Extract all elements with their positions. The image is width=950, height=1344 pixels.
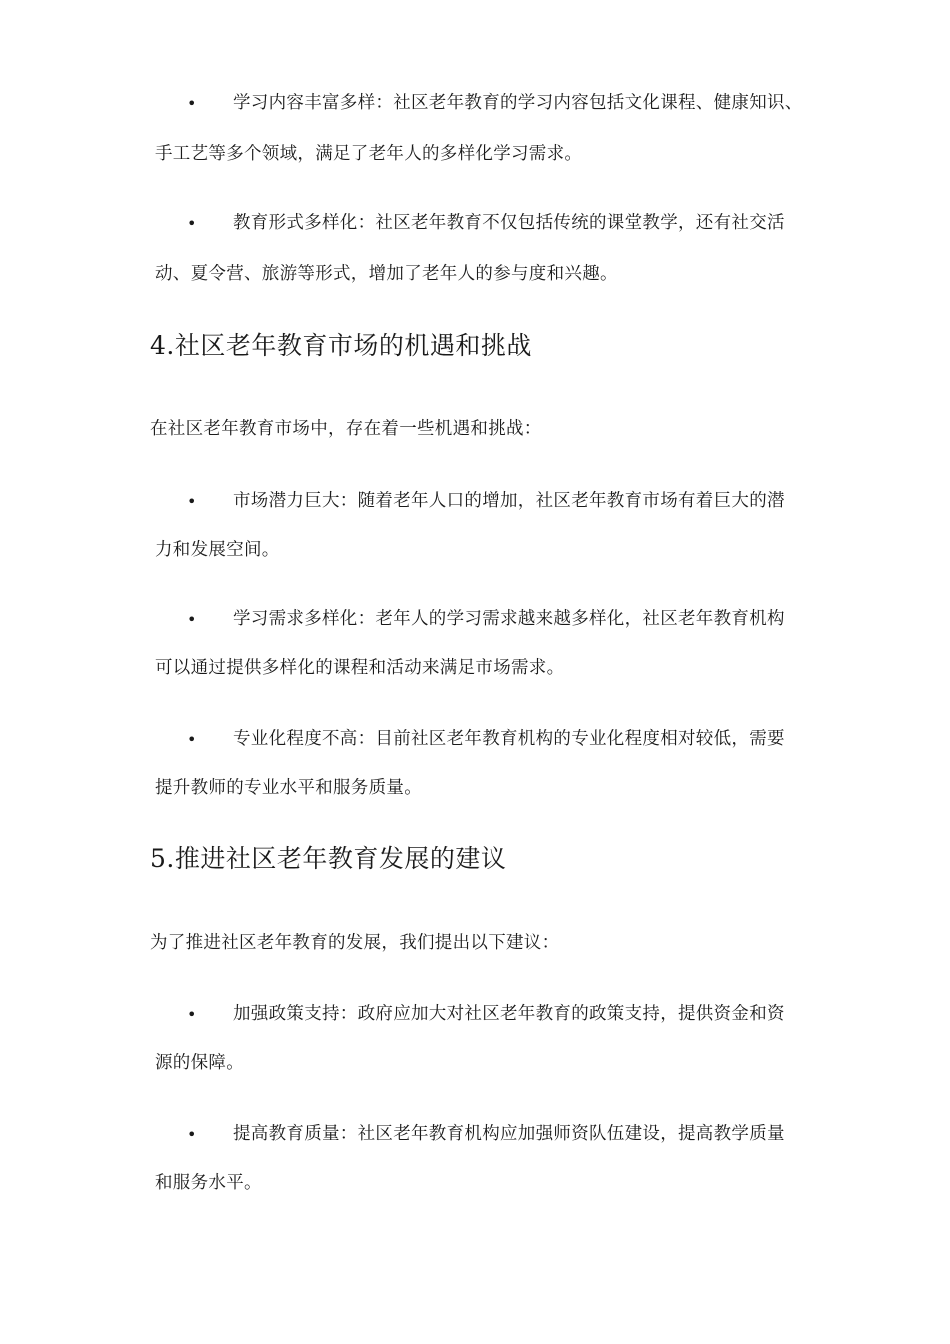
bullet-text-line1: 教育形式多样化：社区老年教育不仅包括传统的课堂教学，还有社交活 — [233, 213, 785, 233]
section-intro: 为了推进社区老年教育的发展，我们提出以下建议： — [150, 933, 560, 953]
bullet-icon: • — [187, 610, 197, 629]
bullet-text-line1: 加强政策支持：政府应加大对社区老年教育的政策支持，提供资金和资 — [233, 1004, 785, 1024]
bullet-text-line2: 动、夏令营、旅游等形式，增加了老年人的参与度和兴趣。 — [155, 264, 618, 284]
bullet-icon: • — [187, 730, 197, 749]
bullet-text-line2: 和服务水平。 — [155, 1173, 262, 1193]
bullet-text-line2: 源的保障。 — [155, 1053, 244, 1073]
bullet-text-line2: 提升教师的专业水平和服务质量。 — [155, 778, 422, 798]
bullet-text-line1: 学习需求多样化：老年人的学习需求越来越多样化，社区老年教育机构 — [233, 609, 785, 629]
bullet-icon: • — [187, 1005, 197, 1024]
bullet-text-line1: 专业化程度不高：目前社区老年教育机构的专业化程度相对较低，需要 — [233, 729, 785, 749]
bullet-text-line2: 力和发展空间。 — [155, 540, 280, 560]
bullet-text-line2: 手工艺等多个领域，满足了老年人的多样化学习需求。 — [155, 144, 583, 164]
bullet-icon: • — [187, 1125, 197, 1144]
section-intro: 在社区老年教育市场中，存在着一些机遇和挑战： — [150, 419, 542, 439]
bullet-icon: • — [187, 214, 197, 233]
section-heading: 4.社区老年教育市场的机遇和挑战 — [150, 331, 532, 360]
bullet-text-line1: 学习内容丰富多样：社区老年教育的学习内容包括文化课程、健康知识、 — [233, 93, 803, 113]
bullet-text-line1: 提高教育质量：社区老年教育机构应加强师资队伍建设，提高教学质量 — [233, 1124, 785, 1144]
bullet-text-line2: 可以通过提供多样化的课程和活动来满足市场需求。 — [155, 658, 565, 678]
section-heading: 5.推进社区老年教育发展的建议 — [150, 844, 507, 873]
bullet-text-line1: 市场潜力巨大：随着老年人口的增加，社区老年教育市场有着巨大的潜 — [233, 491, 785, 511]
bullet-icon: • — [187, 94, 197, 113]
bullet-icon: • — [187, 492, 197, 511]
